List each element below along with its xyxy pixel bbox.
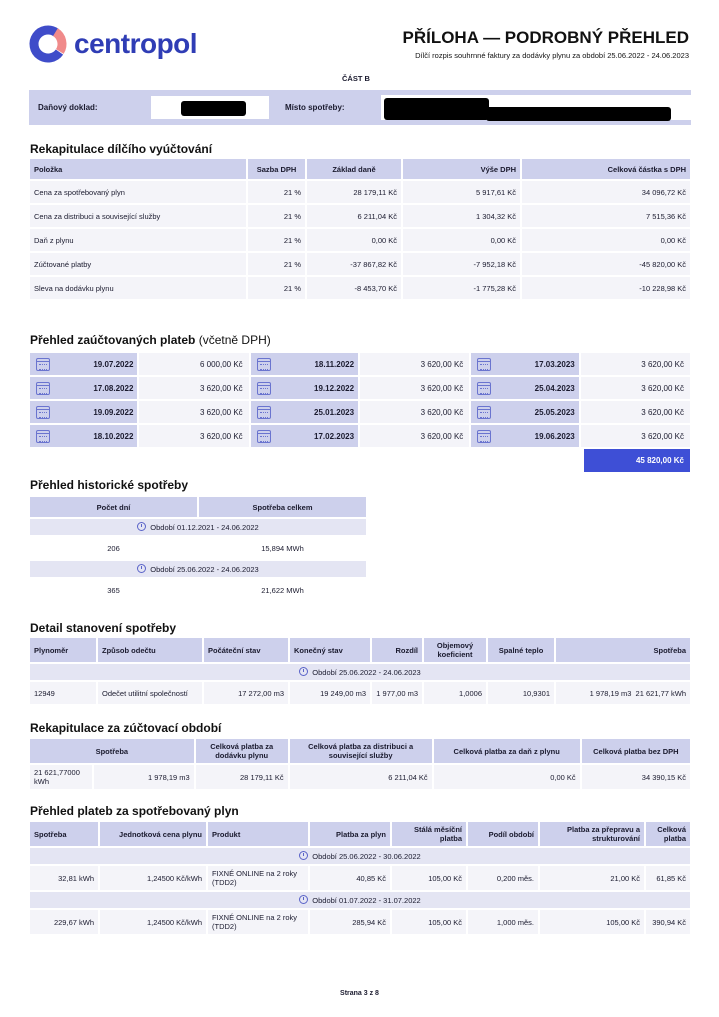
- cell: 1,0006: [424, 682, 486, 706]
- cell: 7 515,36 Kč: [522, 205, 690, 229]
- table-row: [30, 229, 690, 253]
- place-label: Místo spotřeby:: [285, 103, 345, 112]
- cell: Daň z plynu: [30, 229, 246, 253]
- table-row: [30, 765, 690, 791]
- period-label: Období 01.07.2022 - 31.07.2022: [312, 896, 421, 905]
- cell: Sleva na dodávku plynu: [30, 277, 246, 301]
- col-consumption: Spotřeba: [30, 739, 194, 765]
- calendar-icon: [477, 358, 491, 371]
- payment-date-value: 25.05.2023: [534, 407, 575, 417]
- col-vat-amount: Výše DPH: [403, 159, 520, 181]
- cell: 105,00 Kč: [540, 910, 644, 936]
- payments-title-note: (včetně DPH): [198, 333, 271, 347]
- calendar-icon: [36, 430, 50, 443]
- cell: 390,94 Kč: [646, 910, 690, 936]
- payment-date: [471, 425, 578, 447]
- col-item: Položka: [30, 159, 246, 181]
- cell: 1,000 měs.: [468, 910, 538, 936]
- col-fixed-monthly: Stálá měsíční platba: [392, 822, 466, 848]
- calendar-icon: [36, 382, 50, 395]
- cell: -8 453,70 Kč: [307, 277, 401, 301]
- clock-icon: [137, 522, 146, 531]
- settlement-title: Rekapitulace za zúčtovací období: [30, 721, 222, 735]
- payment-date: [251, 353, 358, 375]
- payment-date: [471, 377, 578, 399]
- cell: 40,85 Kč: [310, 866, 390, 892]
- cell: 1,24500 Kč/kWh: [100, 866, 206, 892]
- period-cell: [30, 892, 690, 910]
- cell: 1 977,00 m3: [372, 682, 422, 706]
- col-total: Celková částka s DPH: [522, 159, 690, 181]
- cell: 1,24500 Kč/kWh: [100, 910, 206, 936]
- cell: 21 621,77000 kWh: [30, 765, 92, 791]
- cell: 28 179,11 Kč: [307, 181, 401, 205]
- period-label: Období 25.06.2022 - 24.06.2023: [312, 668, 421, 677]
- period-label: Období 01.12.2021 - 24.06.2022: [150, 523, 259, 532]
- recap-table: [28, 159, 692, 301]
- payment-row: [30, 401, 690, 423]
- payment-date-value: 17.08.2022: [93, 383, 134, 393]
- history-table: [28, 497, 368, 603]
- cell: -10 228,98 Kč: [522, 277, 690, 301]
- cell: 10,9301: [488, 682, 554, 706]
- cell: 1 978,19 m3: [94, 765, 194, 791]
- table-row: [30, 910, 690, 936]
- col-gas-payment: Platba za plyn: [310, 822, 390, 848]
- payment-date-value: 19.06.2023: [534, 431, 575, 441]
- cell: 0,200 měs.: [468, 866, 538, 892]
- redacted-block: [181, 101, 246, 116]
- calendar-icon: [257, 430, 271, 443]
- payment-date: [251, 377, 358, 399]
- cell: 0,00 Kč: [307, 229, 401, 253]
- cell: -45 820,00 Kč: [522, 253, 690, 277]
- gaspay-table: [28, 822, 692, 936]
- payment-date-value: 19.07.2022: [93, 359, 134, 369]
- col-tax: Celková platba za daň z plynu: [434, 739, 580, 765]
- tax-doc-label: Daňový doklad:: [38, 103, 98, 112]
- cell: Zúčtované platby: [30, 253, 246, 277]
- period-row: [30, 519, 366, 537]
- payment-date: [251, 401, 358, 423]
- payment-date: [471, 353, 578, 375]
- payment-date: [471, 401, 578, 423]
- cell: 34 390,15 Kč: [582, 765, 690, 791]
- redacted-block: [486, 107, 671, 121]
- payment-amount: [139, 401, 248, 423]
- cell: 285,94 Kč: [310, 910, 390, 936]
- col-unit-price: Jednotková cena plynu: [100, 822, 206, 848]
- cell: 5 917,61 Kč: [403, 181, 520, 205]
- cell: 206: [30, 537, 197, 561]
- payment-date: [30, 425, 137, 447]
- payment-date-value: 18.11.2022: [314, 359, 355, 369]
- payment-date: [30, 353, 137, 375]
- clock-icon: [137, 564, 146, 573]
- period-row: [30, 892, 690, 910]
- cell: -1 775,28 Kč: [403, 277, 520, 301]
- cell: 365: [30, 579, 197, 603]
- brand-name: centropol: [74, 28, 198, 59]
- col-product: Produkt: [208, 822, 308, 848]
- payment-amount: [360, 377, 469, 399]
- cell: -7 952,18 Kč: [403, 253, 520, 277]
- cell: 6 211,04 Kč: [290, 765, 432, 791]
- detail-title: Detail stanovení spotřeby: [30, 621, 177, 635]
- col-total-net: Celková platba bez DPH: [582, 739, 690, 765]
- period-cell: [30, 664, 690, 682]
- payment-amount-value: 3 620,00 Kč: [641, 407, 684, 417]
- period-cell: [30, 561, 366, 579]
- table-row: [30, 205, 690, 229]
- payment-date-value: 25.01.2023: [314, 407, 355, 417]
- payment-amount-value: 6 000,00 Kč: [199, 359, 243, 369]
- cell: Cena za distribuci a související služby: [30, 205, 246, 229]
- col-period-share: Podíl období: [468, 822, 538, 848]
- cell: 19 249,00 m3: [290, 682, 370, 706]
- calendar-icon: [477, 382, 491, 395]
- payments-title: [30, 333, 271, 347]
- cell: 105,00 Kč: [392, 910, 466, 936]
- table-row: [30, 277, 690, 301]
- payment-amount-value: 3 620,00 Kč: [641, 431, 684, 441]
- calendar-icon: [36, 406, 50, 419]
- clock-icon: [299, 667, 308, 676]
- payment-amount-value: 3 620,00 Kč: [199, 431, 243, 441]
- table-row: [30, 537, 366, 561]
- calendar-icon: [36, 358, 50, 371]
- col-diff: Rozdíl: [372, 638, 422, 664]
- page-subtitle: Dílčí rozpis souhrnné faktury za dodávky plynu za období 25.06.2022 - 24.06.2023: [415, 51, 689, 60]
- cell: 12949: [30, 682, 96, 706]
- cell: 15,894 MWh: [199, 537, 366, 561]
- cell: 21,622 MWh: [199, 579, 366, 603]
- cell: 0,00 Kč: [403, 229, 520, 253]
- clock-icon: [299, 895, 308, 904]
- period-label: Období 25.06.2022 - 30.06.2022: [312, 852, 421, 861]
- col-days: Počet dní: [30, 497, 197, 519]
- payment-amount-value: 3 620,00 Kč: [641, 383, 684, 393]
- table-row: [30, 181, 690, 205]
- cell: 34 096,72 Kč: [522, 181, 690, 205]
- settlement-table: [28, 739, 692, 791]
- payment-date-value: 19.09.2022: [93, 407, 134, 417]
- col-meter: Plynoměr: [30, 638, 96, 664]
- cell: 21,00 Kč: [540, 866, 644, 892]
- table-row: [30, 579, 366, 603]
- col-consumption: Spotřeba: [556, 638, 690, 664]
- col-heat: Spalné teplo: [488, 638, 554, 664]
- cell: Odečet utilitní společností: [98, 682, 202, 706]
- payment-row: [30, 425, 690, 447]
- cell: 6 211,04 Kč: [307, 205, 401, 229]
- col-transport: Platba za přepravu a strukturování: [540, 822, 644, 848]
- col-supply: Celková platba za dodávku plynu: [196, 739, 288, 765]
- calendar-icon: [257, 358, 271, 371]
- period-cell: [30, 519, 366, 537]
- table-row: [30, 253, 690, 277]
- cell: 0,00 Kč: [522, 229, 690, 253]
- calendar-icon: [477, 406, 491, 419]
- col-distribution: Celková platba za distribuci a související služby: [290, 739, 432, 765]
- cell: [556, 682, 690, 706]
- detail-table: [28, 638, 692, 706]
- payment-amount: [360, 425, 469, 447]
- cell: 0,00 Kč: [434, 765, 580, 791]
- payment-amount: [581, 401, 690, 423]
- payment-amount-value: 3 620,00 Kč: [420, 431, 464, 441]
- payment-amount: [139, 425, 248, 447]
- clock-icon: [299, 851, 308, 860]
- cell: 21 %: [248, 277, 305, 301]
- cell: 229,67 kWh: [30, 910, 98, 936]
- payments-total: [584, 449, 690, 472]
- payment-amount-value: 3 620,00 Kč: [420, 407, 464, 417]
- tax-doc-value: [151, 96, 269, 119]
- calendar-icon: [257, 382, 271, 395]
- payment-date-value: 25.04.2023: [534, 383, 575, 393]
- payment-date-value: 18.10.2022: [93, 431, 134, 441]
- info-bar: [29, 90, 691, 125]
- col-consumption: Spotřeba: [30, 822, 98, 848]
- cell: -37 867,82 Kč: [307, 253, 401, 277]
- payment-amount: [139, 353, 248, 375]
- history-title: Přehled historické spotřeby: [30, 478, 189, 492]
- payments-title-text: Přehled zaúčtovaných plateb: [30, 333, 196, 347]
- cell: 21 %: [248, 253, 305, 277]
- cell: 28 179,11 Kč: [196, 765, 288, 791]
- payment-amount-value: 3 620,00 Kč: [199, 407, 243, 417]
- col-start: Počáteční stav: [204, 638, 288, 664]
- cell: 32,81 kWh: [30, 866, 98, 892]
- payment-date: [30, 377, 137, 399]
- payment-amount-value: 3 620,00 Kč: [199, 383, 243, 393]
- col-tax-base: Základ daně: [307, 159, 401, 181]
- payment-amount: [581, 377, 690, 399]
- payment-amount: [581, 425, 690, 447]
- col-coef: Objemový koeficient: [424, 638, 486, 664]
- payment-amount-value: 3 620,00 Kč: [641, 359, 684, 369]
- cell: 105,00 Kč: [392, 866, 466, 892]
- col-read-method: Způsob odečtu: [98, 638, 202, 664]
- payment-amount-value: 3 620,00 Kč: [420, 383, 464, 393]
- cell: FIXNÉ ONLINE na 2 roky (TDD2): [208, 866, 308, 892]
- table-row: [30, 866, 690, 892]
- payment-amount: [360, 353, 469, 375]
- consumption-kwh: 21 621,77 kWh: [635, 688, 686, 698]
- col-consumption: Spotřeba celkem: [199, 497, 366, 519]
- gaspay-title: Přehled plateb za spotřebovaný plyn: [30, 804, 239, 818]
- cell: 21 %: [248, 229, 305, 253]
- payment-date-value: 19.12.2022: [314, 383, 355, 393]
- cell: Cena za spotřebovaný plyn: [30, 181, 246, 205]
- place-value: [381, 95, 691, 120]
- cell: 21 %: [248, 205, 305, 229]
- payment-amount-value: 3 620,00 Kč: [420, 359, 464, 369]
- brand-logo: [28, 24, 197, 64]
- payment-date-value: 17.03.2023: [534, 359, 575, 369]
- part-label: ČÁST B: [342, 74, 370, 83]
- payment-amount: [581, 353, 690, 375]
- consumption-m3: 1 978,19 m3: [589, 688, 632, 698]
- period-row: [30, 848, 690, 866]
- calendar-icon: [477, 430, 491, 443]
- payment-date: [30, 401, 137, 423]
- cell: 17 272,00 m3: [204, 682, 288, 706]
- table-row: [30, 682, 690, 706]
- period-row: [30, 664, 690, 682]
- page-title: PŘÍLOHA — PODROBNÝ PŘEHLED: [402, 28, 689, 47]
- period-row: [30, 561, 366, 579]
- payments-total-value: 45 820,00 Kč: [635, 456, 684, 465]
- page-number: Strana 3 z 8: [340, 990, 379, 997]
- col-vat-rate: Sazba DPH: [248, 159, 305, 181]
- col-total: Celková platba: [646, 822, 690, 848]
- calendar-icon: [257, 406, 271, 419]
- col-end: Konečný stav: [290, 638, 370, 664]
- payment-row: [30, 377, 690, 399]
- centropol-logo-icon: [28, 24, 68, 64]
- cell: FIXNÉ ONLINE na 2 roky (TDD2): [208, 910, 308, 936]
- period-cell: [30, 848, 690, 866]
- recap-title: Rekapitulace dílčího vyúčtování: [30, 142, 213, 156]
- payment-date-value: 17.02.2023: [314, 431, 355, 441]
- payment-amount: [360, 401, 469, 423]
- cell: 21 %: [248, 181, 305, 205]
- cell: 61,85 Kč: [646, 866, 690, 892]
- cell: 1 304,32 Kč: [403, 205, 520, 229]
- payment-date: [251, 425, 358, 447]
- payment-row: [30, 353, 690, 375]
- payments-grid: [30, 353, 690, 449]
- period-label: Období 25.06.2022 - 24.06.2023: [150, 565, 259, 574]
- redacted-block: [384, 98, 489, 120]
- payment-amount: [139, 377, 248, 399]
